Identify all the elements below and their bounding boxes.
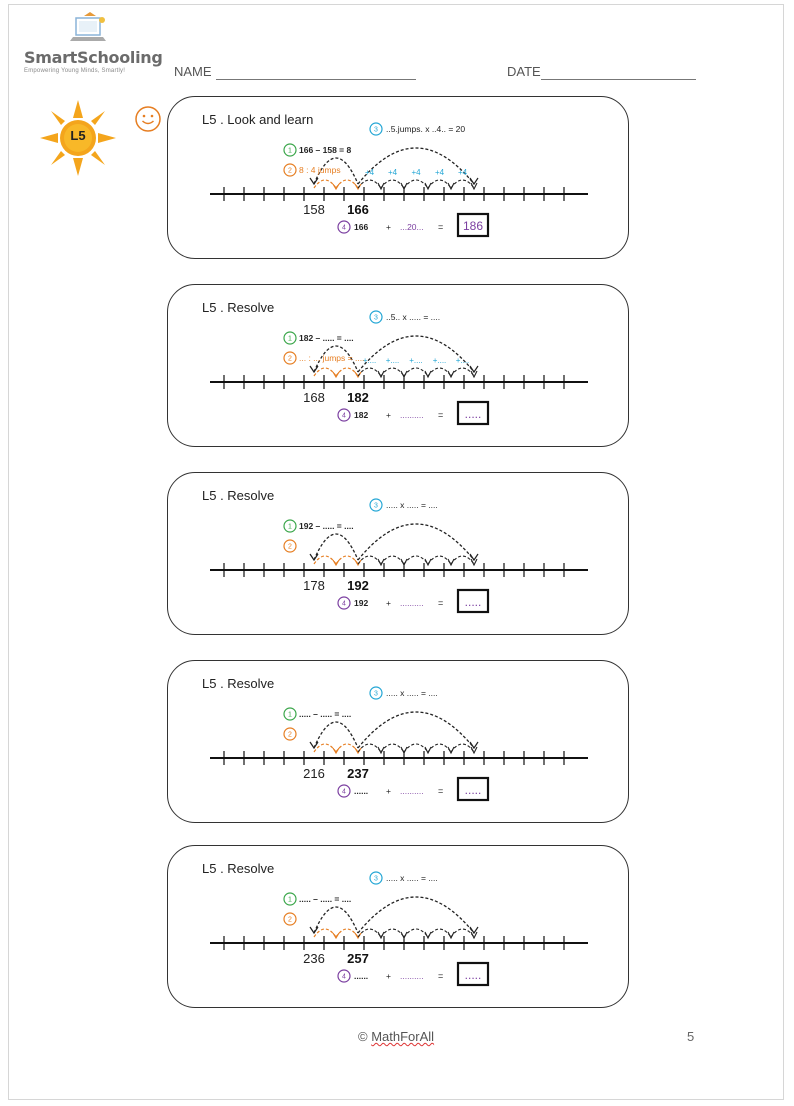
step-number: 1 (288, 523, 292, 531)
small-jump-arc (404, 744, 428, 752)
step2-text: 8 : 4 jumps (299, 165, 341, 175)
small-jump-arc (428, 929, 451, 937)
arrow-head (355, 933, 361, 938)
copyright-symbol: © (358, 1029, 368, 1044)
step2-text: ... : ... jumps = .... (299, 353, 365, 363)
jump-arc (358, 148, 474, 184)
plus-sign: + (386, 222, 391, 232)
step-number: 3 (374, 502, 378, 510)
step-number: 2 (288, 167, 292, 175)
step4-start: ...... (354, 786, 369, 796)
small-jump-arc (404, 180, 428, 188)
answer-value: ..... (464, 968, 482, 982)
step4-add: .......... (400, 971, 424, 981)
step4-add: .......... (400, 786, 424, 796)
small-jump-arc (428, 368, 451, 376)
arrow-head (310, 178, 318, 184)
step-number: 3 (374, 126, 378, 134)
small-jump-arc (314, 744, 336, 752)
small-jump-arc (404, 929, 428, 937)
jump-arc (358, 524, 474, 560)
step1-text: 192 – ..... = .... (299, 521, 354, 531)
start-number: 178 (303, 578, 325, 593)
name-label: NAME (174, 64, 212, 79)
small-jump-arc (358, 180, 381, 188)
equals-sign: = (438, 598, 444, 608)
step-number: 1 (288, 335, 292, 343)
plus-sign: + (386, 971, 391, 981)
step-number: 2 (288, 916, 292, 924)
step3-text: ..... x ..... = .... (386, 688, 438, 698)
arrow-head (310, 554, 318, 560)
small-jump-arc (451, 368, 474, 376)
jump-arc (358, 336, 474, 372)
step-number: 1 (288, 147, 292, 155)
step-number: 3 (374, 314, 378, 322)
arrow-head (310, 927, 318, 933)
jump-label: +.... (409, 356, 423, 365)
jump-label: +4 (457, 168, 468, 177)
small-jump-arc (358, 556, 381, 564)
number-line-diagram (168, 473, 630, 636)
arrow-head (333, 372, 339, 377)
step1-text: 182 – ..... = .... (299, 333, 354, 343)
small-jump-arc (451, 180, 474, 188)
jump-arc (358, 712, 474, 748)
jump-arc (358, 897, 474, 933)
step-number: 4 (342, 973, 346, 981)
small-jump-arc (336, 368, 358, 376)
brand-name: SmartSchooling (24, 48, 163, 67)
small-jump-arc (336, 556, 358, 564)
exercise-card-3 (167, 472, 629, 635)
jump-label: +4 (364, 168, 375, 177)
number-line-diagram (168, 661, 630, 824)
step4-start: ...... (354, 971, 369, 981)
small-jump-arc (314, 368, 336, 376)
jump-label: +.... (362, 356, 377, 365)
copyright-owner: MathForAll (371, 1029, 435, 1044)
small-jump-arc (451, 556, 474, 564)
small-jump-arc (381, 180, 404, 188)
step4-add: .......... (400, 410, 424, 420)
step1-text: ..... – ..... = .... (299, 709, 352, 719)
arrow-head (310, 366, 318, 372)
step3-text: ..... x ..... = .... (386, 873, 438, 883)
small-jump-arc (358, 929, 381, 937)
end-number: 257 (347, 951, 369, 966)
step1-text: 166 – 158 = 8 (299, 145, 352, 155)
jump-label: +4 (411, 168, 421, 177)
page-number: 5 (687, 1029, 695, 1044)
equals-sign: = (438, 410, 444, 420)
card-title: L5 . Resolve (202, 861, 275, 876)
step-number: 3 (374, 875, 378, 883)
exercise-card-1 (167, 96, 629, 259)
step4-add: .......... (400, 598, 424, 608)
small-jump-arc (451, 929, 474, 937)
plus-sign: + (386, 786, 391, 796)
jump-arc (314, 722, 358, 748)
small-jump-arc (428, 744, 451, 752)
jump-label: +.... (385, 356, 400, 365)
step4-add: ...20... (400, 222, 424, 232)
step4-start: 166 (354, 222, 369, 232)
answer-value: 186 (462, 219, 484, 233)
brand-tagline: Empowering Young Minds, Smartly! (24, 68, 126, 74)
small-jump-arc (314, 556, 336, 564)
step3-text: ..5.jumps. x ..4.. = 20 (386, 124, 466, 134)
small-jump-arc (336, 929, 358, 937)
step-number: 2 (288, 731, 292, 739)
date-field[interactable] (541, 79, 696, 80)
step-number: 4 (342, 224, 346, 232)
small-jump-arc (451, 744, 474, 752)
equals-sign: = (438, 786, 444, 796)
end-number: 192 (347, 578, 369, 593)
jump-label: +.... (432, 356, 447, 365)
answer-value: ..... (464, 783, 482, 797)
small-jump-arc (381, 929, 404, 937)
step3-text: ..... x ..... = .... (386, 500, 438, 510)
step1-text: ..... – ..... = .... (299, 894, 352, 904)
plus-sign: + (386, 410, 391, 420)
arrow-head (333, 560, 339, 565)
arrow-head (355, 748, 361, 753)
step-number: 4 (342, 412, 346, 420)
step3-text: ..5.. x ..... = .... (386, 312, 441, 322)
small-jump-arc (381, 556, 404, 564)
exercise-card-5 (167, 845, 629, 1008)
small-jump-arc (358, 368, 381, 376)
exercise-card-2 (167, 284, 629, 447)
equals-sign: = (438, 222, 444, 232)
arrow-head (310, 742, 318, 748)
level-badge: L5 (70, 128, 86, 143)
end-number: 182 (347, 390, 369, 405)
jump-arc (314, 534, 358, 560)
small-jump-arc (336, 180, 358, 188)
jump-label: +4 (387, 168, 398, 177)
logo-icon (70, 12, 110, 46)
jump-label: +.... (455, 356, 470, 365)
small-jump-arc (314, 929, 336, 937)
small-jump-arc (404, 556, 428, 564)
start-number: 216 (303, 766, 325, 781)
end-number: 237 (347, 766, 369, 781)
step-number: 2 (288, 355, 292, 363)
exercise-card-4 (167, 660, 629, 823)
card-title: L5 . Look and learn (202, 112, 314, 127)
start-number: 168 (303, 390, 325, 405)
small-jump-arc (404, 368, 428, 376)
step-number: 3 (374, 690, 378, 698)
small-jump-arc (336, 744, 358, 752)
name-field[interactable] (216, 79, 416, 80)
small-jump-arc (428, 556, 451, 564)
end-number: 166 (347, 202, 369, 217)
small-jump-arc (428, 180, 451, 188)
step-number: 4 (342, 600, 346, 608)
step-number: 1 (288, 711, 292, 719)
step-number: 1 (288, 896, 292, 904)
equals-sign: = (438, 971, 444, 981)
step4-start: 182 (354, 410, 369, 420)
step-number: 4 (342, 788, 346, 796)
small-jump-arc (381, 368, 404, 376)
number-line-diagram (168, 97, 630, 260)
number-line-diagram (168, 285, 630, 448)
step4-start: 192 (354, 598, 369, 608)
arrow-head (333, 933, 339, 938)
jump-label: +4 (434, 168, 445, 177)
jump-arc (314, 907, 358, 933)
number-line-diagram (168, 846, 630, 1009)
arrow-head (355, 560, 361, 565)
smiley-icon (134, 105, 162, 133)
card-title: L5 . Resolve (202, 488, 275, 503)
small-jump-arc (358, 744, 381, 752)
card-title: L5 . Resolve (202, 676, 275, 691)
date-label: DATE (507, 64, 541, 79)
footer-copyright (358, 1029, 434, 1044)
start-number: 158 (303, 202, 325, 217)
answer-value: ..... (464, 407, 482, 421)
small-jump-arc (314, 180, 336, 188)
step-number: 2 (288, 543, 292, 551)
card-title: L5 . Resolve (202, 300, 275, 315)
arrow-head (355, 184, 361, 189)
plus-sign: + (386, 598, 391, 608)
answer-value: ..... (464, 595, 482, 609)
arrow-head (333, 748, 339, 753)
arrow-head (333, 184, 339, 189)
small-jump-arc (381, 744, 404, 752)
start-number: 236 (303, 951, 325, 966)
arrow-head (355, 372, 361, 377)
